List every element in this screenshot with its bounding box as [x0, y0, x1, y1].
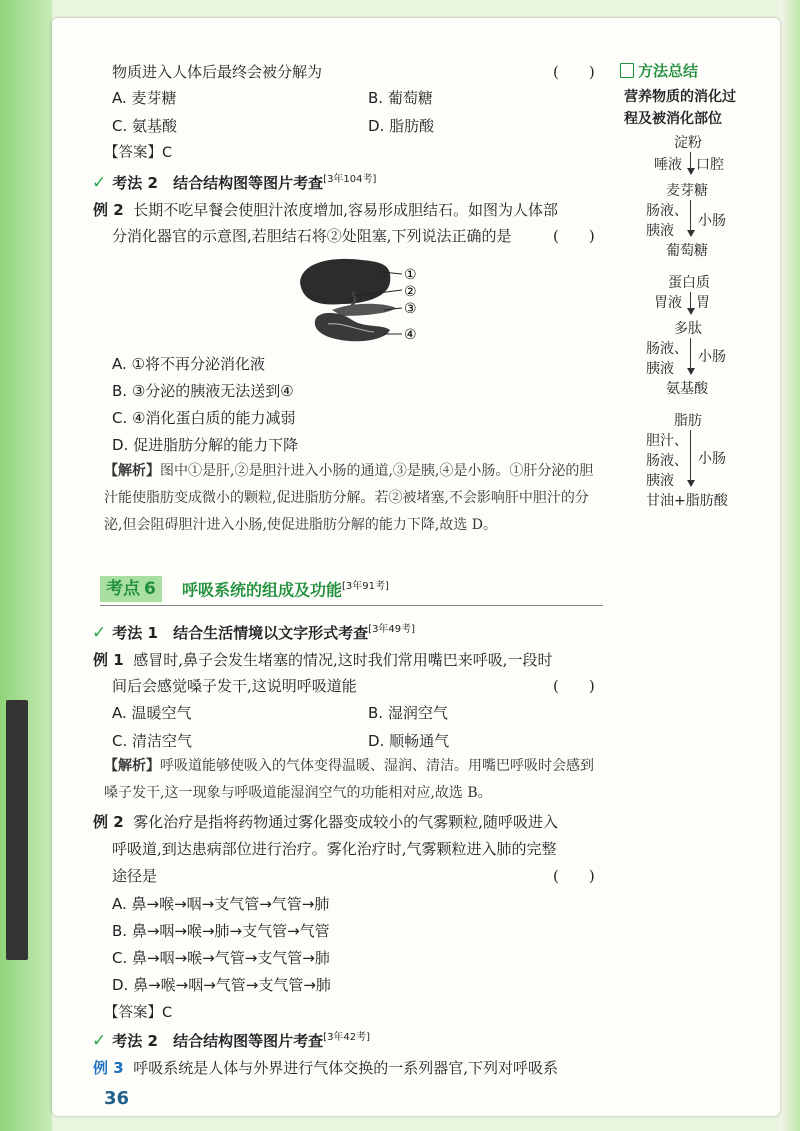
kaodian-number: 6	[144, 579, 156, 599]
fat-end: 甘油+脂肪酸	[646, 493, 728, 509]
example-stem-2: 分消化器官的示意图,若胆结石将②处阻塞,下列说法正确的是	[112, 227, 512, 245]
protein-end: 氨基酸	[666, 381, 708, 397]
digestive-organs-figure	[292, 252, 432, 348]
starch-end: 葡萄糖	[666, 243, 708, 259]
option-c: C. ④消化蛋白质的能力减弱	[112, 409, 296, 427]
liver-shape	[300, 259, 390, 305]
option-b: B. 湿润空气	[368, 704, 448, 722]
method-summary-title	[620, 60, 698, 81]
example-stem-1: 感冒时,鼻子会发生堵塞的情况,这时我们常用嘴巴来呼吸,一段时	[133, 651, 553, 669]
analysis-block	[104, 458, 604, 539]
example-stem-3: 途径是	[112, 867, 158, 885]
answer-value: C	[162, 1005, 173, 1021]
method-label: 考法 2	[112, 1032, 158, 1050]
figure-label-2: ②	[404, 284, 417, 300]
analysis-label: 【解析】	[104, 758, 160, 774]
answer-value: C	[162, 145, 173, 161]
option-a: A. 温暖空气	[112, 704, 192, 722]
protein-site2: 小肠	[698, 349, 726, 365]
example-line	[93, 812, 558, 832]
arrow-down-icon	[690, 338, 691, 374]
page-number: 36	[104, 1088, 130, 1109]
book-binding-shadow	[6, 700, 28, 960]
example-label: 例 2	[93, 813, 124, 831]
example-stem-2: 呼吸道,到达患病部位进行治疗。雾化治疗时,气雾颗粒进入肺的完整	[112, 840, 557, 858]
protein-enzyme2-2: 胰液	[646, 361, 674, 377]
answer-label: 【答案】	[104, 1005, 162, 1021]
option-b: B. 葡萄糖	[368, 89, 433, 107]
option-a: A. ①将不再分泌消化液	[112, 355, 265, 373]
protein-enzyme: 胃液	[654, 295, 682, 311]
figure-label-4: ④	[404, 327, 417, 343]
option-c: C. 氨基酸	[112, 117, 178, 135]
kaodian-title-text: 呼吸系统的组成及功能	[182, 580, 343, 600]
option-c: C. 鼻→咽→喉→气管→支气管→肺	[112, 949, 330, 967]
analysis-text: 图中①是肝,②是胆汁进入小肠的通道,③是胰,④是小肠。①肝分泌的胆汁能使脂肪变成微小的颗粒,促进脂肪分解。若②被堵塞,不会影响肝中胆汁的分泌,但会阻碍胆汁进入小肠,使促进脂肪分解的能力下降,故选 D。	[104, 463, 594, 533]
check-icon: ✓	[92, 173, 107, 193]
method-label: 考法 2	[112, 174, 158, 192]
question-stem: 物质进入人体后最终会被分解为	[112, 63, 323, 81]
arrow-down-icon	[690, 200, 691, 236]
answer-paren: ( )	[553, 867, 595, 885]
fat-start: 脂肪	[674, 413, 702, 429]
option-d: D. 顺畅通气	[368, 732, 450, 750]
page-edge-left	[0, 0, 52, 1131]
analysis-label: 【解析】	[104, 463, 160, 479]
example-line	[93, 1058, 558, 1078]
example-stem-1: 长期不吃早餐会使胆汁浓度增加,容易形成胆结石。如图为人体部	[133, 201, 558, 219]
answer-line	[104, 1003, 172, 1023]
starch-site2: 小肠	[698, 213, 726, 229]
kaodian-header	[100, 575, 603, 606]
starch-enzyme: 唾液	[654, 157, 682, 173]
method-title: 结合结构图等图片考查	[173, 1032, 324, 1050]
example-line	[93, 650, 553, 670]
fat-site: 小肠	[698, 451, 726, 467]
method-count: [3年42考]	[323, 1032, 371, 1043]
starch-mid: 麦芽糖	[666, 183, 708, 199]
example-line	[93, 200, 558, 220]
option-a: A. 麦芽糖	[112, 89, 177, 107]
option-b: B. ③分泌的胰液无法送到④	[112, 382, 294, 400]
starch-enzyme2-1: 肠液、	[646, 203, 688, 219]
arrow-down-icon	[690, 430, 691, 486]
analysis-block	[104, 753, 604, 807]
example-label: 例 1	[93, 651, 124, 669]
arrow-down-icon	[690, 292, 691, 314]
method-title: 结合结构图等图片考查	[173, 174, 324, 192]
method-heading	[92, 620, 415, 643]
answer-paren: ( )	[553, 677, 595, 695]
answer-paren: ( )	[553, 227, 595, 245]
example-label: 例 3	[93, 1059, 124, 1077]
kaodian-count: [3年91考]	[342, 581, 389, 592]
starch-enzyme2-2: 胰液	[646, 223, 674, 239]
starch-site: 口腔	[696, 157, 724, 173]
arrow-down-icon	[690, 152, 691, 174]
protein-site: 胃	[696, 295, 710, 311]
option-d: D. 鼻→喉→咽→气管→支气管→肺	[112, 976, 331, 994]
method-heading	[92, 170, 376, 193]
sidebar-heading-2: 程及被消化部位	[624, 111, 722, 127]
example-stem-2: 间后会感觉嗓子发干,这说明呼吸道能	[112, 677, 357, 695]
option-c: C. 清洁空气	[112, 732, 193, 750]
figure-label-1: ①	[404, 267, 417, 283]
figure-label-3: ③	[404, 301, 417, 317]
example-stem-1: 呼吸系统是人体与外界进行气体交换的一系列器官,下列对呼吸系	[133, 1059, 558, 1077]
example-stem-1: 雾化治疗是指将药物通过雾化器变成较小的气雾颗粒,随呼吸进入	[133, 813, 558, 831]
method-label: 考法 1	[112, 624, 158, 642]
page-edge-right	[780, 0, 800, 1131]
method-title: 结合生活情境以文字形式考查	[173, 624, 369, 642]
fat-enzyme-1: 胆汁、	[646, 433, 688, 449]
option-a: A. 鼻→喉→咽→支气管→气管→肺	[112, 895, 330, 913]
method-heading	[92, 1028, 370, 1051]
kaodian-tag	[100, 576, 162, 602]
kaodian-title	[182, 577, 389, 600]
method-summary-text: 方法总结	[638, 62, 699, 80]
check-icon: ✓	[92, 623, 107, 643]
protein-start: 蛋白质	[668, 275, 710, 291]
answer-line	[104, 143, 172, 163]
option-b: B. 鼻→咽→喉→肺→支气管→气管	[112, 922, 330, 940]
option-d: D. 促进脂肪分解的能力下降	[112, 436, 299, 454]
fat-enzyme-2: 肠液、	[646, 453, 688, 469]
method-count: [3年104考]	[323, 174, 377, 185]
sidebar-heading-1: 营养物质的消化过	[624, 89, 736, 105]
option-d: D. 脂肪酸	[368, 117, 435, 135]
method-count: [3年49考]	[368, 624, 416, 635]
starch-start: 淀粉	[674, 135, 702, 151]
answer-paren: ( )	[553, 63, 595, 81]
protein-enzyme2-1: 肠液、	[646, 341, 688, 357]
example-label: 例 2	[93, 201, 124, 219]
check-icon: ✓	[92, 1031, 107, 1051]
fat-enzyme-3: 胰液	[646, 473, 674, 489]
answer-label: 【答案】	[104, 145, 162, 161]
kaodian-tag-text: 考点	[106, 579, 140, 599]
protein-mid: 多肽	[674, 321, 702, 337]
book-icon	[620, 63, 634, 78]
analysis-text: 呼吸道能够使吸入的气体变得温暖、湿润、清洁。用嘴巴呼吸时会感到嗓子发干,这一现象与呼吸道能湿润空气的功能相对应,故选 B。	[104, 758, 594, 801]
